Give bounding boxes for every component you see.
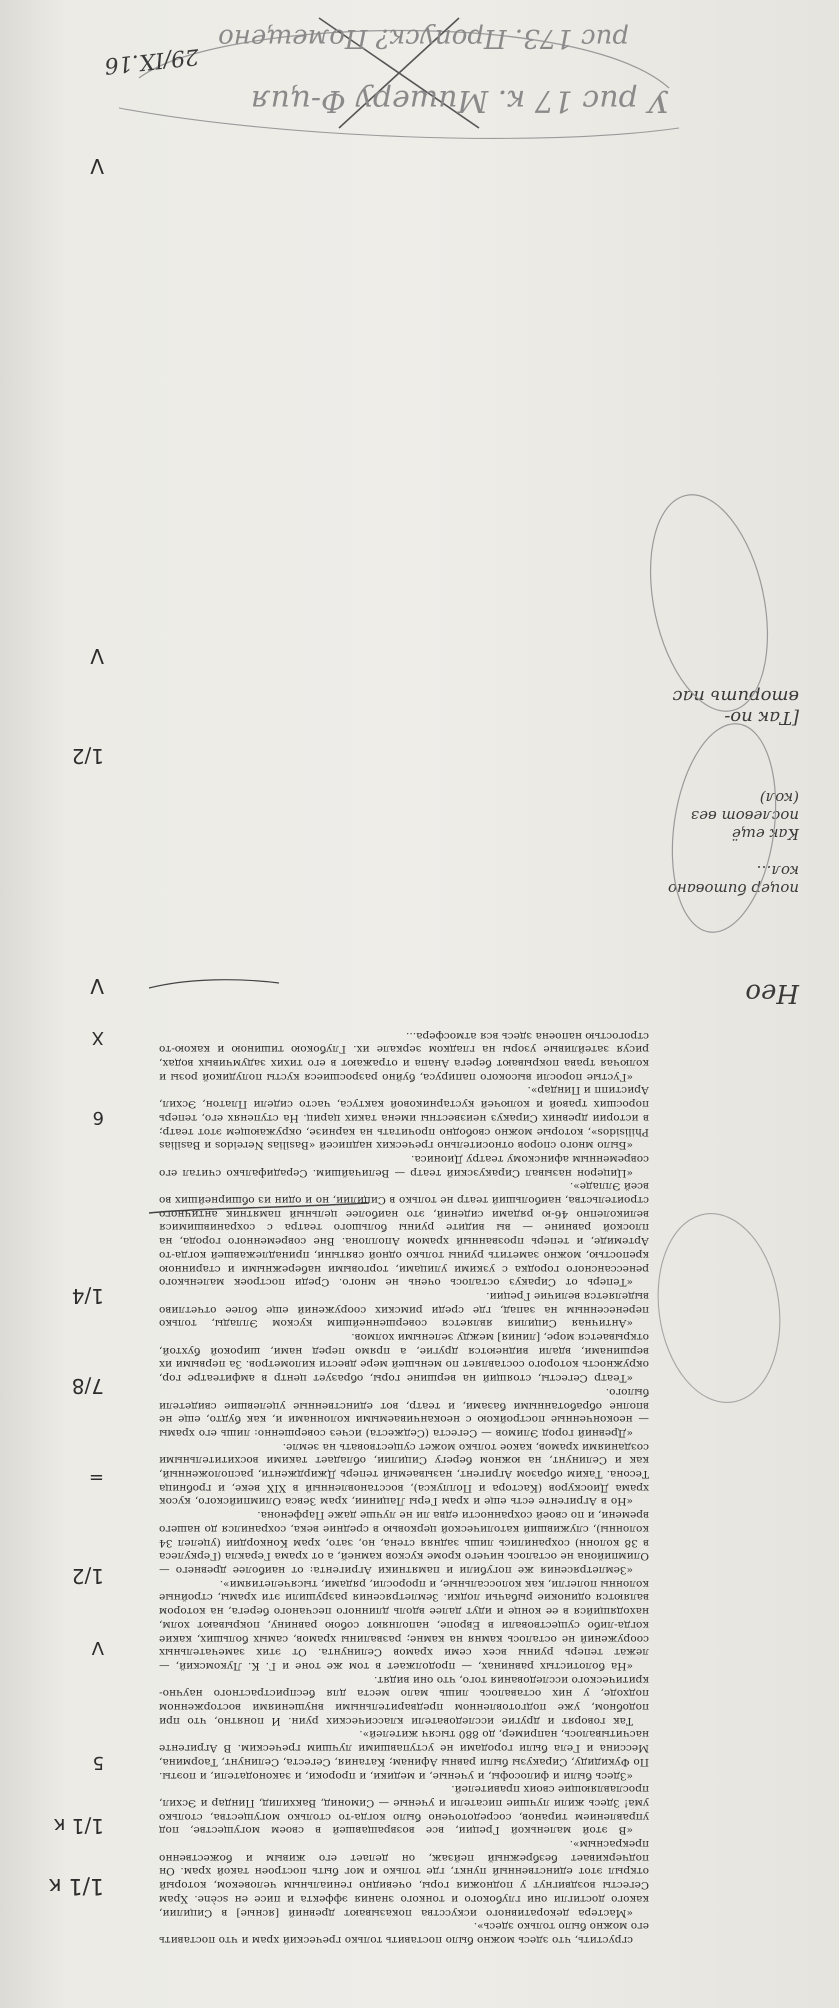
margin-note-right: = [88, 1467, 104, 1488]
pencil-loop [660, 717, 788, 939]
margin-note-right: 1/4 [71, 1284, 104, 1308]
margin-note-left: Нео [745, 978, 799, 1008]
margin-note-right: 1/1 к [53, 1814, 104, 1838]
paragraph: «Древний город Элимов — Сегеста (Седжеста) исчез совершенно: лишь его храмы — неоконченные постройкою с неоканчиваемыми колоннами и, как будто, еще не вполне обработанными базами, и театр, вот единственные уцелевшие свидетели былого. [159, 1385, 649, 1439]
ink-stroke [149, 980, 279, 988]
margin-note-right: 7/8 [71, 1374, 104, 1398]
margin-note-right: V [90, 644, 104, 668]
margin-note-left: поцер битовано кол… [667, 862, 799, 898]
pencil-loop [632, 484, 785, 722]
paragraph: «Землетрясения же погубили и памятники Агригента: от наиболее древнего — Олимпийона не осталось ничего кроме кусков камней, а от храма Геракла (Геркулеса в 38 колонн) сохранились лишь задняя стена, но, зато, храм Конкордии (уцелел 34 колонны), служивший католической церковью в средние века, сохранился до нашего времени, и по своей сохранности едва ли не лучше даже Парфенона. [159, 1509, 649, 1577]
margin-note-right: 6 [92, 1107, 104, 1128]
margin-note-left: [Так по-вторить пас [672, 686, 799, 728]
paragraph: «Театр Сегесты, стоящий на вершине горы, образует центр в амфитеатре гор, окружность которого составляет по меньшей мере двести километров. За первыми их вершинами, вдали виднеются другие, а прямо перед нами, широкой бухтой, открывается море, [линия] между зелеными холмов. [159, 1331, 649, 1385]
margin-note-right: X [91, 1027, 104, 1048]
paragraph: «На болотистых равнинах, — продолжает в том же тоне и Г. К. Лукомский, — лежат теперь руины всех семи храмов Селинунта. От этих замечательных сооружений не осталось камня на камне; развалины храмов, самых больших, какие когда-либо существовали в Европе, наполняют собою равнину, покрывают холм, находящийся в ее конце и идут далее вдоль длинного песчаного берега, на котором валяются одинокие рыбачьи лодки. Землетрясения разрушили эти храмы, стройные колонны полегли, как колоссальные, и проросли, рядами, тысячелетиями». [159, 1577, 649, 1672]
handwritten-subtitle: рис 173. Пропуск? Помещено [218, 23, 629, 53]
margin-note-left: Как ещё послевот вез (кол) [690, 789, 799, 843]
paragraph: «В этой маленькой Греции, все возвращавшей в своем могуществе, под управлением тиранов, сосредоточено было когда-то столько могущества, столько ума! Здесь жили лучшие писатели и ученые — Симонид, Вакхилид, Пиндар и Эсхил, прославляющие своих правителей. [159, 1783, 649, 1837]
paragraph: сгрустить, что здесь можно было поставить только греческий храм и что поставить его можно было только здесь». [159, 1920, 649, 1946]
margin-note-right: 1/2 [71, 744, 104, 768]
paragraph: Так говорят и другие исследователи классических руин. И понятно, что при подобном, уже подготовленном предварительными внушениями восторженном подходе, у них оставалось лишь мало места для беспристрастного научно-критического исследования того, что они видят. [159, 1673, 649, 1727]
margin-note-right: V [90, 974, 104, 998]
paragraph: «Мастера декоративного искусства показывают древний [ясные] в Сицилии, какого достигли они глубокого и тонкого знания эффекта и писе ен scène. Храм Сегесты воздвигнут у подножия горы, очевидно гениальным человеком, который открыл этот единственный пункт, где только и мог быть построен такой храм. Он подчеркивает безбрежный пейзаж, он делает его живым и божественно прекрасным». [159, 1838, 649, 1919]
handwritten-date: 29/IX.16 [103, 43, 201, 78]
paragraph: «Было много споров относительно греческих надписей «Basilias Nereidos и Basilias Philisidos», которые можно свободно прочитать на карнизе, окружающем этот театр; в истории древних Сиракуз неизвестны имена таких цариц. На ступенях его, теперь поросших травой и колючей кустарниковой кактуса, часто сидели Платон, Эсхил, Аристипп и Пиндар». [159, 1084, 649, 1152]
margin-note-right: V [90, 154, 104, 178]
ink-stroke [149, 1203, 369, 1213]
paragraph: «Античная Сицилия является совершеннейшим куском Эллады, только перенесенным на запад, где среди римских сооружений еще более отчетливо выделяется величие Греции. [159, 1289, 649, 1330]
pencil-loop [646, 1206, 791, 1411]
paragraph: «Цицерон называл Сиракузский театр — Величайшим. Серадифалько считал его современным афинскому театру Диониса. [159, 1152, 649, 1179]
paragraph: «Здесь были и философы, и ученые, и медики, и пророки, и законодатели, и поэты. По Фукидиду, Сиракузы были равны Афинам; Катания, Сегеста, Селинунт, Таормина, Мессина и Гела были городами не уступавшими лучшим греческим. В Агригенте насчитывалось, например, до 880 тысяч жителей». [159, 1728, 649, 1782]
margin-note-right: V [91, 1637, 104, 1658]
paragraph: «Теперь от Сиракуз осталось очень не много. Среди построек маленького ренессансного городка с узкими улицами, торговыми набережными и старинною крепостью, можно заметить руины только одной святыни, принадлежавшей когда-то Артемиде, и теперь прозванный храмом Аполлона. Вне современного города, на плоской равнине — вы видите руины большого театра с сохранившимися великолепно 46-ю рядами сидений, это наиболее цельный памятник античного строительства, наибольший театр не только в Сицилии, но и один из обширнейших во всей Элладе». [159, 1180, 649, 1289]
handwritten-title: У рис 17 к. Мишеру Ф-ция [250, 83, 669, 118]
margin-note-right: 5 [92, 1752, 104, 1773]
paragraph: «Но в Агригенте есть еще и храм Геры Лацинии, храм Зевса Олимпийского, кусок храма Диоскуров (Кастора и Поллукса), восстановленный в XIX веке, и гробница Тесона. Таким образом Агригент, называемый теперь Джирдженти, расположенный, как и Селинунт, на южном берегу Сицилии, обладает такими восхитительными созданиями храмов, какое только может существовать на земле. [159, 1440, 649, 1508]
margin-note-right: 1/1 к [48, 1873, 104, 1898]
paragraph: «Густые поросли высокого папируса, буйно разросшиеся кусты полудикой розы и колючая трава покрывают берега Анапа и отражают в его тихих задумчивых водах, рисуя затейливые узоры на гладком зеркале их. Глубокою тишиною и какою-то строгостью напоена здесь вся атмосфера... [159, 1029, 649, 1083]
margin-note-right: 1/2 [71, 1564, 104, 1588]
